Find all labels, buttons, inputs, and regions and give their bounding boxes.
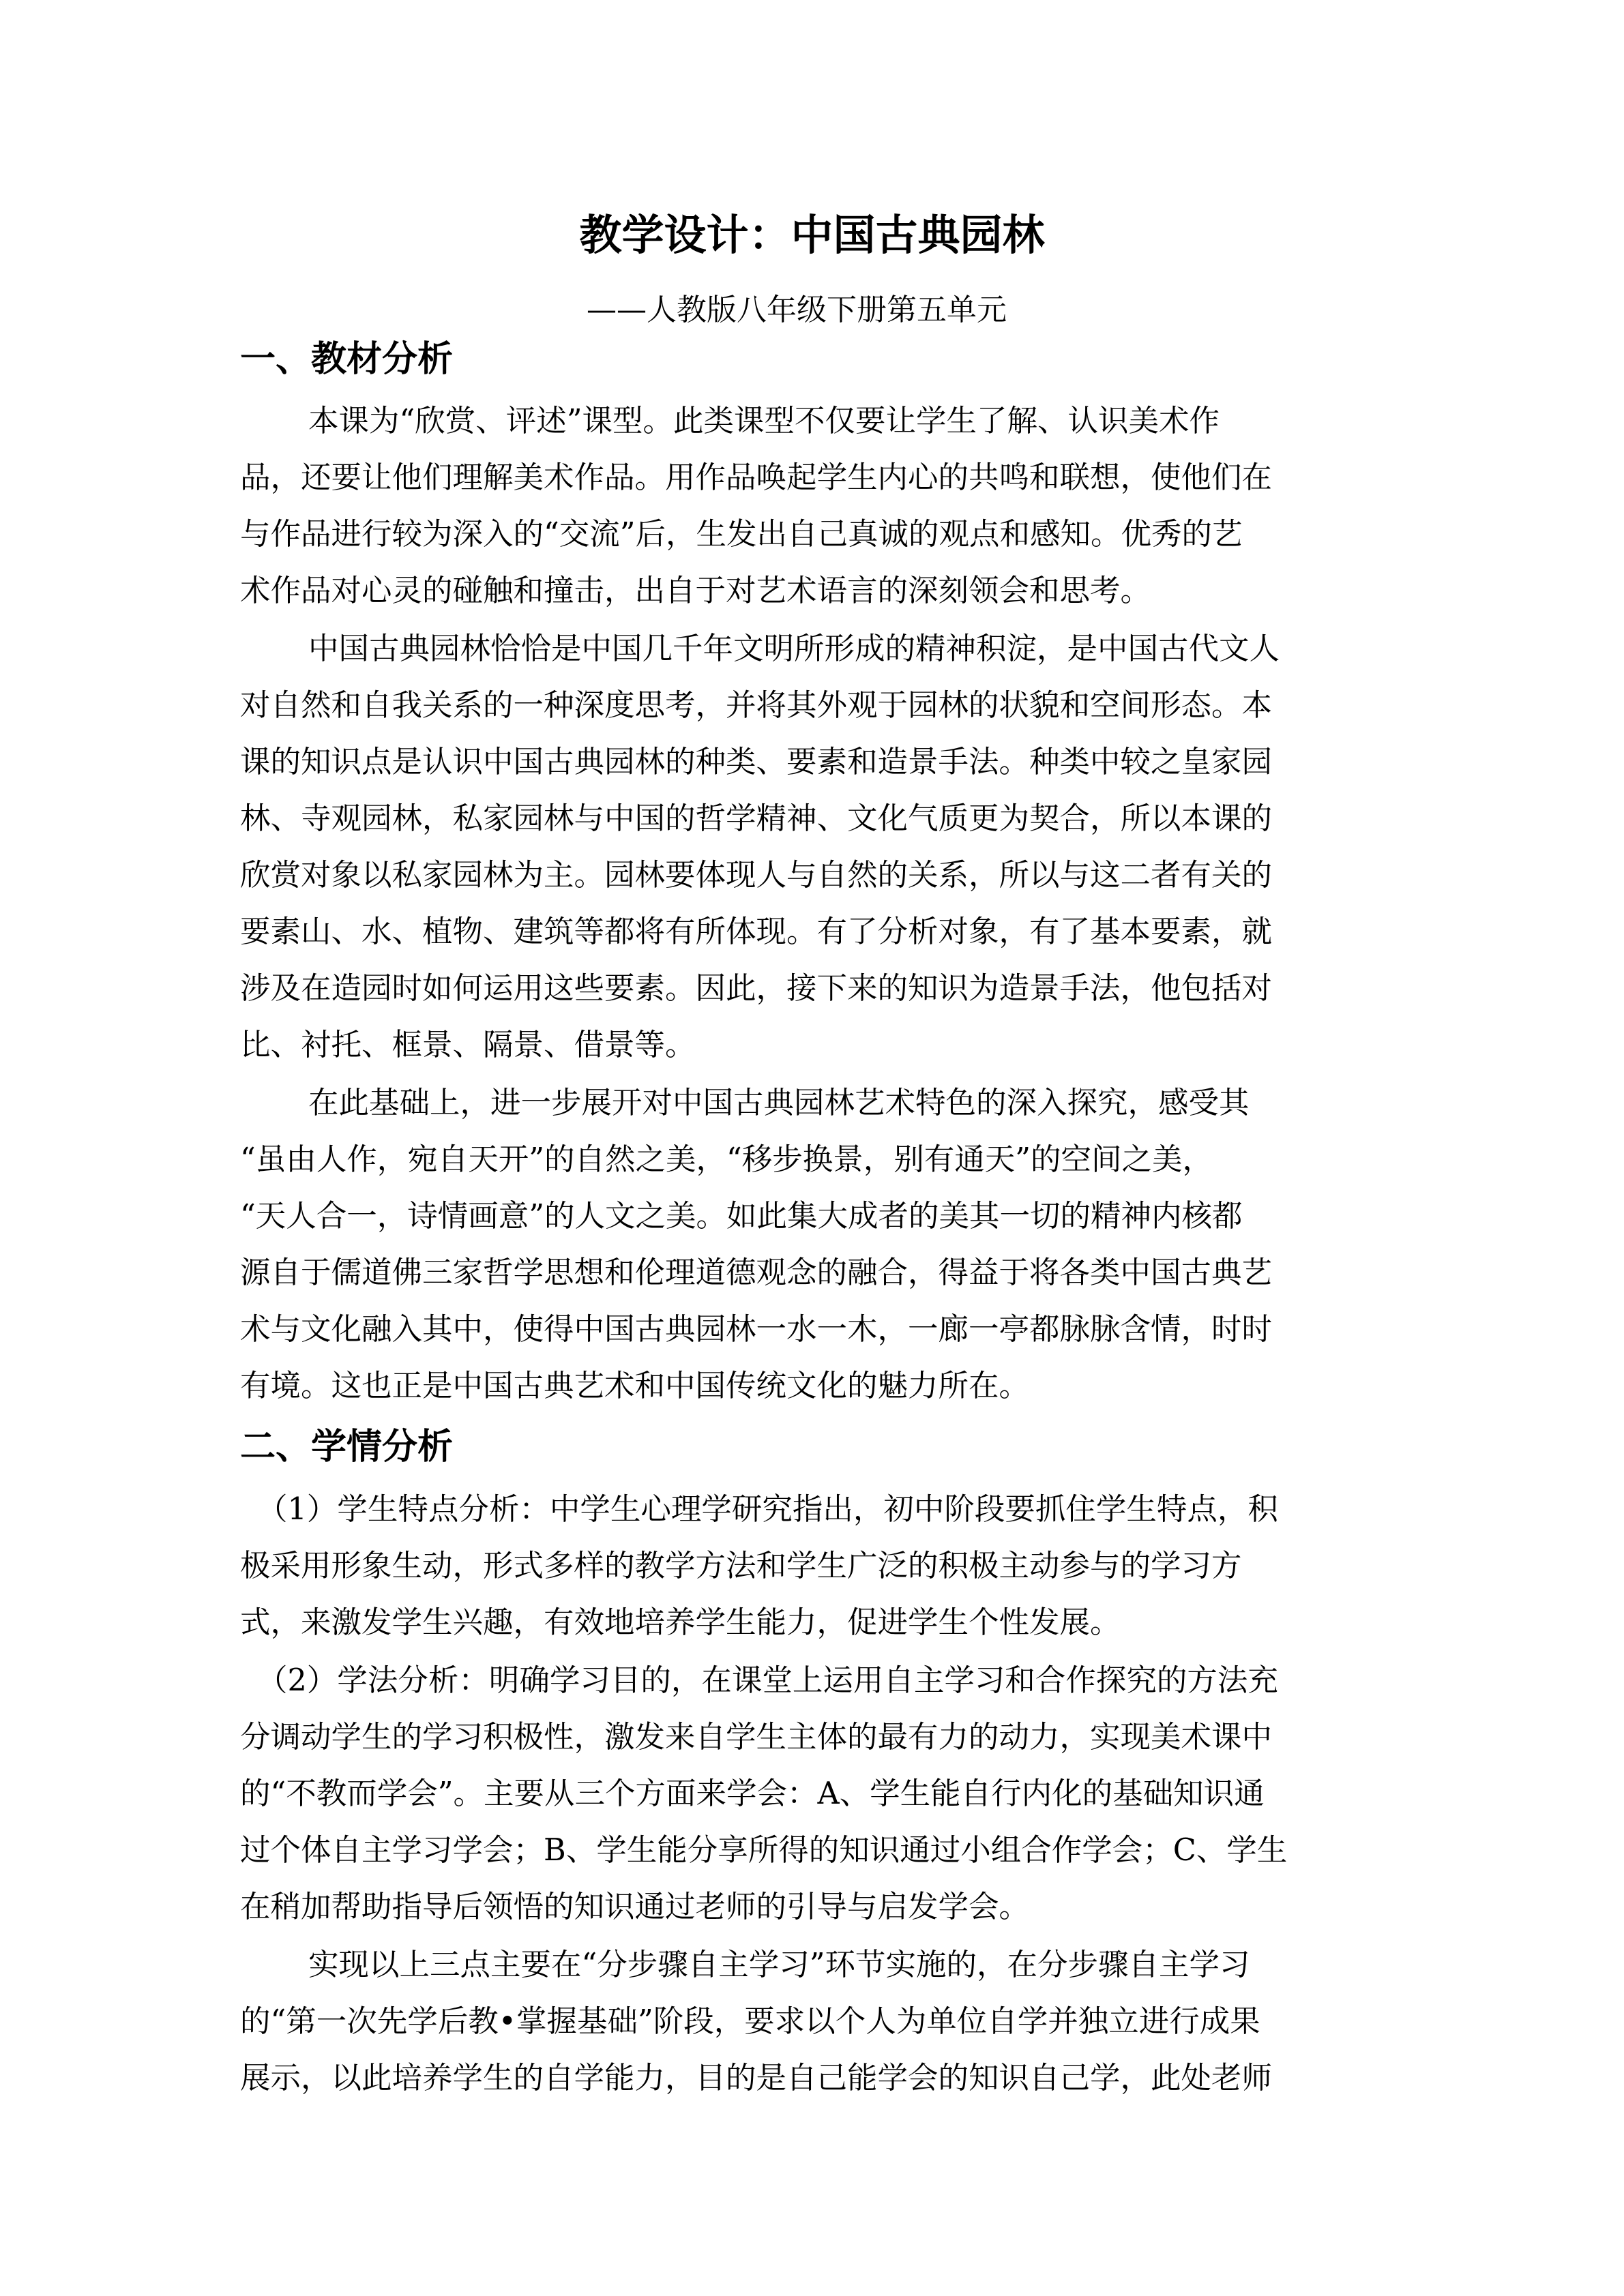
paragraph-line: 展示，以此培养学生的自学能力，目的是自己能学会的知识自己学，此处老师 xyxy=(240,2061,1273,2096)
paragraph-line: 与作品进行较为深入的“交流”后，生发出自己真诚的观点和感知。优秀的艺 xyxy=(240,517,1243,552)
paragraph-line: “天人合一，诗情画意”的人文之美。如此集大成者的美其一切的精神内核都 xyxy=(240,1199,1243,1234)
paragraph-line: 的“第一次先学后教•掌握基础”阶段，要求以个人为单位自学并独立进行成果 xyxy=(240,2004,1260,2039)
paragraph-line: 课的知识点是认识中国古典园林的种类、要素和造景手法。种类中较之皇家园 xyxy=(240,745,1273,779)
paragraph-line: 要素山、水、植物、建筑等都将有所体现。有了分析对象，有了基本要素，就 xyxy=(240,914,1273,949)
paragraph-line: （2）学法分析：明确学习目的，在课堂上运用自主学习和合作探究的方法充 xyxy=(257,1663,1278,1698)
paragraph-line: 有境。这也正是中国古典艺术和中国传统文化的魅力所在。 xyxy=(240,1369,1030,1403)
paragraph-line: 比、衬托、框景、隔景、借景等。 xyxy=(240,1028,696,1062)
paragraph-line: 本课为“欣赏、评述”课型。此类课型不仅要让学生了解、认识美术作 xyxy=(308,404,1220,438)
paragraph-line: 过个体自主学习学会；B、学生能分享所得的知识通过小组合作学会；C、学生 xyxy=(240,1833,1288,1868)
paragraph-line: 在稍加帮助指导后领悟的知识通过老师的引导与启发学会。 xyxy=(240,1890,1030,1924)
paragraph-line: 术作品对心灵的碰触和撞击，出自于对艺术语言的深刻领会和思考。 xyxy=(240,573,1151,608)
section-heading-textbook-analysis: 一、教材分析 xyxy=(240,339,454,380)
document-title: 教学设计：中国古典园林 xyxy=(579,210,1045,260)
section-heading-learner-analysis: 二、学情分析 xyxy=(240,1427,454,1467)
document-subtitle: ——人教版八年级下册第五单元 xyxy=(587,293,1007,327)
paragraph-line: 对自然和自我关系的一种深度思考，并将其外观于园林的状貌和空间形态。本 xyxy=(240,688,1273,723)
paragraph-line: （1）学生特点分析：中学生心理学研究指出，初中阶段要抓住学生特点，积 xyxy=(257,1492,1278,1527)
paragraph-line: 分调动学生的学习积极性，激发来自学生主体的最有力的动力，实现美术课中 xyxy=(240,1720,1273,1755)
paragraph-line: 极采用形象生动，形式多样的教学方法和学生广泛的积极主动参与的学习方 xyxy=(240,1549,1242,1583)
paragraph-line: 实现以上三点主要在“分步骤自主学习”环节实施的，在分步骤自主学习 xyxy=(308,1948,1250,1982)
paragraph-line: 涉及在造园时如何运用这些要素。因此，接下来的知识为造景手法，他包括对 xyxy=(240,971,1273,1006)
paragraph-line: 中国古典园林恰恰是中国几千年文明所形成的精神积淀，是中国古代文人 xyxy=(308,631,1280,666)
paragraph-line: 源自于儒道佛三家哲学思想和伦理道德观念的融合，得益于将各类中国古典艺 xyxy=(240,1255,1273,1290)
paragraph-line: 林、寺观园林，私家园林与中国的哲学精神、文化气质更为契合，所以本课的 xyxy=(240,801,1273,836)
paragraph-line: “虽由人作，宛自天开”的自然之美，“移步换景，别有通天”的空间之美， xyxy=(240,1142,1213,1177)
paragraph-line: 品，还要让他们理解美术作品。用作品唤起学生内心的共鸣和联想，使他们在 xyxy=(240,460,1273,495)
paragraph-line: 术与文化融入其中，使得中国古典园林一水一木，一廊一亭都脉脉含情，时时 xyxy=(240,1312,1273,1347)
paragraph-line: 式，来激发学生兴趣，有效地培养学生能力，促进学生个性发展。 xyxy=(240,1605,1121,1640)
paragraph-line: 欣赏对象以私家园林为主。园林要体现人与自然的关系，所以与这二者有关的 xyxy=(240,858,1273,893)
paragraph-line: 在此基础上，进一步展开对中国古典园林艺术特色的深入探究，感受其 xyxy=(308,1086,1250,1120)
paragraph-line: 的“不教而学会”。主要从三个方面来学会：A、学生能自行内化的基础知识通 xyxy=(240,1776,1265,1811)
